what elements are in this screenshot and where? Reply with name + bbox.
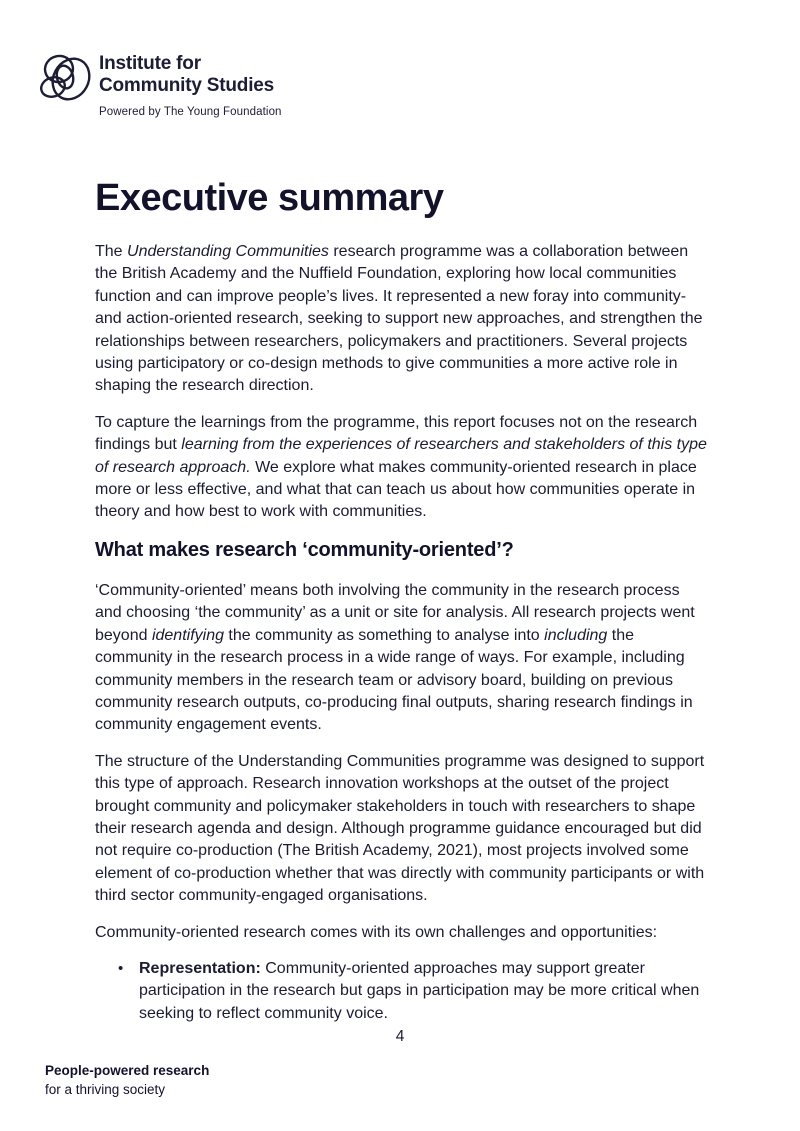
page-number: 4: [395, 1028, 405, 1045]
logo-text: [99, 47, 282, 119]
footer-tagline-regular: for a thriving society: [45, 1082, 166, 1097]
footer-tagline-bold: People-powered research: [45, 1063, 210, 1078]
page-title: Executive summary: [95, 177, 444, 219]
ics-logo-mark-icon: [38, 47, 94, 107]
section-heading: What makes research ‘community-oriented’?: [95, 538, 514, 561]
logo: [38, 47, 282, 119]
bullet-item: • Representation: Community-oriented approaches may support greater participation in the research but gaps in participation may be more critical when seeking to reflect community voice.: [139, 958, 707, 1025]
paragraph: To capture the learnings from the programme, this report focuses not on the research findings but learning from the experiences of researchers and stakeholders of this type of research approach. We explore what makes community-oriented research in place more or less effective, and what that can teach us about how communities operate in theory and how best to work with communities.: [95, 413, 707, 521]
bullet-list: [95, 958, 707, 1025]
paragraph: The structure of the Understanding Communities programme was designed to support this type of approach. Research innovation workshops at the outset of the project brought community and policymaker stakeholders in touch with researchers to shape their research agenda and design. Although programme guidance encouraged but did not require co-production (The British Academy, 2021), most projects involved some element of co-production whether that was directly with community participants or with third sector community-engaged organisations.: [95, 752, 705, 905]
document-body: [95, 176, 707, 1039]
footer-tagline: [45, 1061, 209, 1099]
paragraph: ‘Community-oriented’ means both involving the community in the research process and choosing ‘the community’ as a unit or site for analysis. All research projects went beyond identifying the community as something to analyse into including the community in the research process in a wide range of ways. For example, including community members in the research team or advisory board, building on previous community research outputs, co-producing final outputs, sharing research findings in community engagement events.: [95, 581, 695, 734]
paragraph: The Understanding Communities research programme was a collaboration between the British Academy and the Nuffield Foundation, exploring how local communities function and can improve people’s lives. It represented a new foray into community- and action-oriented research, seeking to support new approaches, and strengthen the relationships between researchers, policymakers and practitioners. Several projects using participatory or co-design methods to give communities a more active role in shaping the research direction.: [95, 243, 703, 395]
logo-tagline: Powered by The Young Foundation: [99, 106, 282, 118]
logo-line-1: Institute for: [99, 53, 201, 74]
logo-line-2: Community Studies: [99, 75, 275, 96]
content-blocks: [95, 241, 707, 1025]
paragraph: Community-oriented research comes with its own challenges and opportunities:: [95, 923, 658, 941]
